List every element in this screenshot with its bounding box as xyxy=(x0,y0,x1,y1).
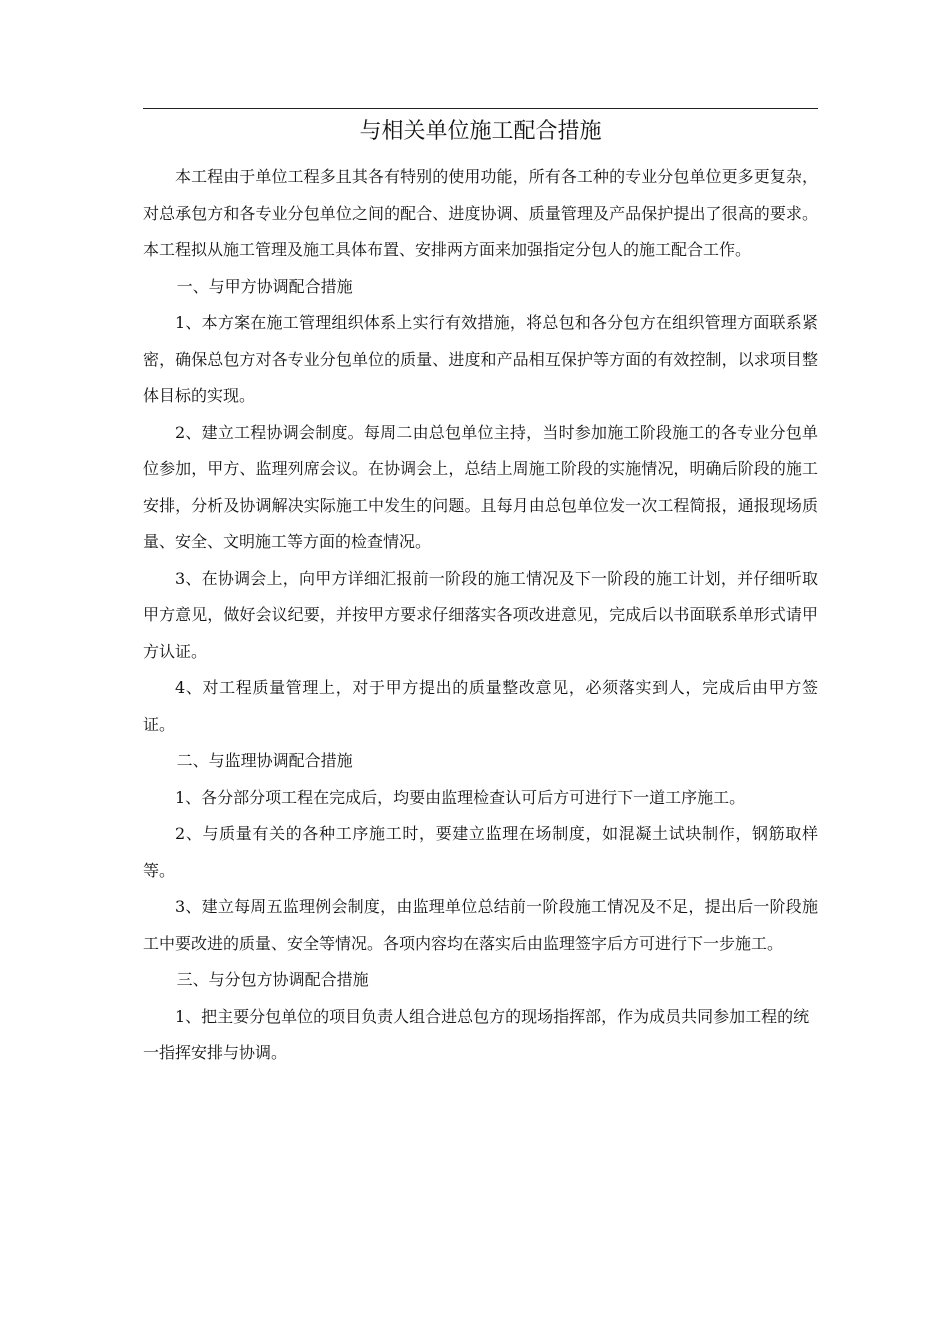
document-title: 与相关单位施工配合措施 xyxy=(359,119,602,144)
subcontractor-item-1: 1、把主要分包单位的项目负责人组合进总包方的现场指挥部，作为成员共同参加工程的统一指挥安排与协调。 xyxy=(143,1006,810,1062)
supervisor-item-2: 2、与质量有关的各种工序施工时，要建立监理在场制度，如混凝土试块制作，钢筋取样等。 xyxy=(143,824,818,880)
section-heading-supervisor: 二、与监理协调配合措施 xyxy=(176,751,353,770)
document-page xyxy=(143,108,818,1072)
intro-paragraph: 本工程由于单位工程多且其各有特别的使用功能，所有各工种的专业分包单位更多更复杂，对总承包方和各专业分包单位之间的配合、进度协调、质量管理及产品保护提出了很高的要求。本工程拟从施工管理及施工具体布置、安排两方面来加强指定分包人的施工配合工作。 xyxy=(143,167,818,259)
supervisor-item-1: 1、各分部分项工程在完成后，均要由监理检查认可后方可进行下一道工序施工。 xyxy=(175,787,746,807)
header-rule xyxy=(143,108,818,109)
owner-item-3: 3、在协调会上，向甲方详细汇报前一阶段的施工情况及下一阶段的施工计划，并仔细听取甲方意见，做好会议纪要，并按甲方要求仔细落实各项改进意见，完成后以书面联系单形式请甲方认证。 xyxy=(143,568,818,661)
owner-item-1: 1、本方案在施工管理组织体系上实行有效措施，将总包和各分包方在组织管理方面联系紧密，确保总包方对各专业分包单位的质量、进度和产品相互保护等方面的有效控制，以求项目整体目标的实现。 xyxy=(143,313,818,405)
owner-item-4: 4、对工程质量管理上，对于甲方提出的质量整改意见，必须落实到人，完成后由甲方签证。 xyxy=(143,678,818,734)
owner-item-2: 2、建立工程协调会制度。每周二由总包单位主持，当时参加施工阶段施工的各专业分包单位参加，甲方、监理列席会议。在协调会上，总结上周施工阶段的实施情况，明确后阶段的施工安排，分析及协调解决实际施工中发生的问题。且每月由总包单位发一次工程简报，通报现场质量、安全、文明施工等方面的检查情况。 xyxy=(143,422,818,551)
section-heading-owner: 一、与甲方协调配合措施 xyxy=(176,276,353,296)
supervisor-item-3: 3、建立每周五监理例会制度，由监理单位总结前一阶段施工情况及不足，提出后一阶段施工中要改进的质量、安全等情况。各项内容均在落实后由监理签字后方可进行下一步施工。 xyxy=(143,897,818,953)
section-heading-subcontractor: 三、与分包方协调配合措施 xyxy=(176,970,369,989)
